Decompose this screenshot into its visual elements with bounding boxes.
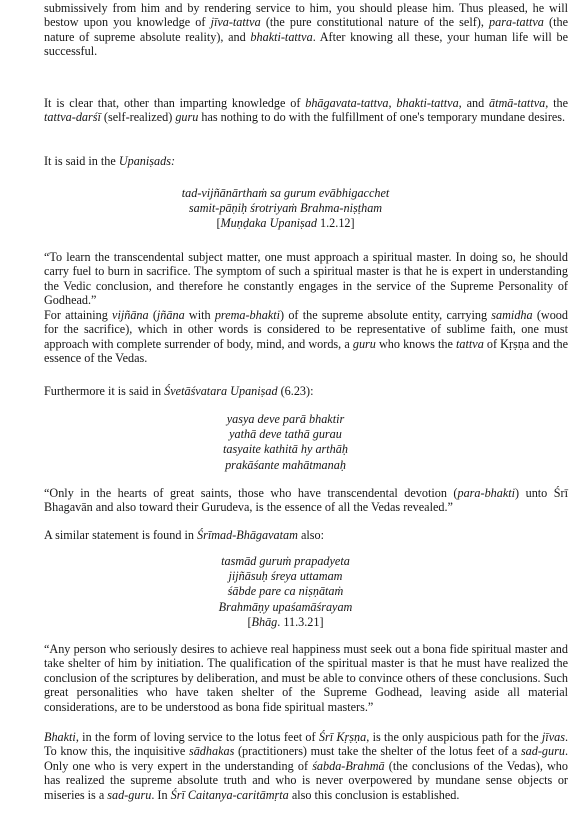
text-run: also this conclusion is established.	[288, 787, 460, 802]
verse-svetasvatara	[0, 412, 571, 473]
italic-term: jñāna	[156, 308, 185, 322]
text-run: . In	[151, 787, 171, 802]
text-run: also:	[297, 528, 324, 542]
text-run: (self-realized)	[100, 110, 176, 125]
italic-term: Upaniṣads:	[118, 154, 176, 168]
text-run: who knows the	[375, 336, 457, 351]
text-run: ) unto Śrī Bhagavān and also toward their Gurudeva, is the essence of all the Vedas revealed.”	[44, 486, 568, 515]
italic-term: Muṇḍaka Upaniṣad	[220, 216, 317, 231]
verse-reference	[0, 216, 571, 231]
verse-line: yasya deve parā bhaktir	[226, 412, 345, 426]
italic-term: tattva	[456, 336, 484, 351]
text-run: (practitioners) must take the shelter of the lotus feet of a	[234, 744, 521, 759]
paragraph-svetasvatara-intro	[44, 384, 568, 398]
text-run: (the pure constitutional nature of the self),	[260, 15, 490, 30]
paragraph-translation-mundaka	[44, 250, 568, 308]
text-run: . After knowing all these, your human life will be successful.	[44, 29, 568, 59]
italic-term: para-bhakti	[457, 486, 516, 500]
paragraph-attaining-vijnana	[44, 308, 568, 366]
italic-term: bhāgavata-tattva, bhakti-tattva,	[305, 96, 462, 110]
text-run: has nothing to do with the fulfillment of one's temporary mundane desires.	[198, 110, 566, 125]
text-run: Kṛṣṇa	[500, 336, 530, 351]
verse-line: Brahmāṇy upaśamāśrayam	[218, 599, 353, 614]
italic-term: Śrī Caitanya-caritāmṛta	[170, 787, 289, 802]
paragraph-translation-bhagavatam	[44, 642, 568, 714]
verse-line: śābde pare ca niṣṇātaṁ	[227, 584, 344, 599]
italic-term: jīvas	[541, 730, 565, 744]
text-run: [	[216, 216, 221, 231]
text-run: of	[483, 336, 501, 351]
paragraph-please-guru	[44, 1, 568, 59]
italic-term: samidha	[491, 308, 533, 322]
verse-bhagavatam	[0, 554, 571, 630]
text-run: ) of the supreme absolute entity, carrying	[280, 308, 492, 322]
italic-term: Śrīmad-Bhāgavatam	[197, 528, 298, 542]
italic-term: sad-guru	[520, 744, 565, 759]
text-run: (the conclusions of the Vedas), who has realized the supreme absolute truth and who is never overpowered by mundane sense objects or miseries is a	[44, 758, 568, 802]
text-run: 1.2.12]	[316, 216, 355, 231]
italic-term: sad-guru	[107, 787, 152, 802]
text-run: the	[548, 96, 569, 110]
verse-mundaka	[0, 186, 571, 232]
paragraph-translation-svetasvatara	[44, 486, 568, 515]
text-run: It is clear that, other than imparting knowledge of	[44, 96, 306, 110]
verse-line: tasyaite kathitā hy arthāḥ	[223, 442, 348, 457]
text-run: “To learn the transcendental subject matter, one must approach a spiritual master. In doing so, he should carry fuel to burn in sacrifice. The symptom of such a spiritual master is that he is expert in understanding the Vedic conclusion, and therefore he constantly engages in the service of the Supreme Personality of Godhead.”	[44, 250, 568, 308]
text-run: . 11.3.21]	[277, 614, 324, 629]
text-run: (6.23):	[277, 384, 314, 398]
italic-term: Śvetāśvatara Upaniṣad	[164, 384, 278, 398]
italic-term: bhakti-tattva	[250, 29, 313, 44]
paragraph-tattva-darsi	[44, 96, 568, 125]
text-run: “Only in the hearts of great saints, those who have transcendental devotion (	[44, 486, 458, 500]
verse-line: jijñāsuḥ śreya uttamam	[228, 569, 343, 584]
italic-term: guru	[175, 110, 199, 125]
verse-line: yathā deve tathā gurau	[229, 427, 342, 442]
italic-term: śabda-Brahmā	[312, 758, 385, 773]
verse-reference	[0, 615, 571, 630]
text-run: (	[148, 308, 157, 322]
paragraph-bhakti-path	[44, 730, 568, 802]
text-run: , is the only auspicious path for the	[366, 730, 542, 744]
italic-term: Śrī Kṛṣṇa	[318, 730, 367, 744]
text-run: , in the form of loving service to the lotus feet of	[75, 730, 319, 744]
text-run: For attaining	[44, 308, 113, 322]
italic-term: sādhakas	[188, 744, 235, 759]
italic-term: Bhakti	[44, 730, 76, 744]
verse-line: prakāśante mahātmanaḥ	[225, 457, 346, 472]
text-run: . Only one who is very expert in the understanding of	[44, 744, 568, 773]
italic-term: guru	[352, 336, 376, 351]
italic-term: vijñāna	[112, 308, 149, 322]
paragraph-bhagavatam-intro	[44, 528, 568, 542]
text-run: and the essence of the Vedas.	[44, 336, 568, 366]
italic-term: Bhāg	[251, 614, 278, 629]
text-run: Furthermore it is said in	[44, 384, 165, 398]
text-run: submissively from him and by rendering service to him, you should please him. Thus pleased, he will bestow upon you knowledge of	[44, 1, 568, 30]
italic-term: tattva-darśī	[44, 110, 101, 125]
italic-term: ātmā-tattva,	[489, 96, 549, 110]
italic-term: prema-bhakti	[214, 308, 281, 322]
verse-line: tad-vijñānārthaṁ sa gurum evābhigacchet	[181, 186, 390, 200]
text-run: A similar statement is found in	[44, 528, 198, 542]
text-run: and	[461, 96, 490, 110]
italic-term: jīva-tattva	[210, 15, 261, 30]
text-run: (wood for the sacrifice), which in other words is considered to be representative of sublime faith, one must approach with complete surrender of body, mind, and words, a	[44, 308, 568, 351]
text-run: with	[184, 308, 215, 322]
text-run: “Any person who seriously desires to achieve real happiness must seek out a bona fide spiritual master and take shelter of him by initiation. The qualification of the spiritual master is that he must have realized the conclusion of the scriptures by deliberation, and must be able to convince others of these conclusions. Such great personalities who have taken shelter of the Supreme Godhead, leaving aside all material considerations, are to be understood as bona fide spiritual masters.”	[44, 642, 568, 714]
text-run: It is said in the	[44, 154, 119, 168]
text-run: [	[247, 614, 252, 629]
italic-term: para-tattva	[489, 15, 544, 30]
verse-line: tasmād guruṁ prapadyeta	[221, 554, 350, 568]
verse-line: samit-pāṇiḥ śrotriyaṁ Brahma-niṣṭham	[188, 201, 383, 216]
text-run: . To know this, the inquisitive	[44, 730, 568, 759]
text-run: (the nature of supreme absolute reality), and	[44, 15, 568, 44]
paragraph-upanisads-intro	[44, 154, 568, 168]
